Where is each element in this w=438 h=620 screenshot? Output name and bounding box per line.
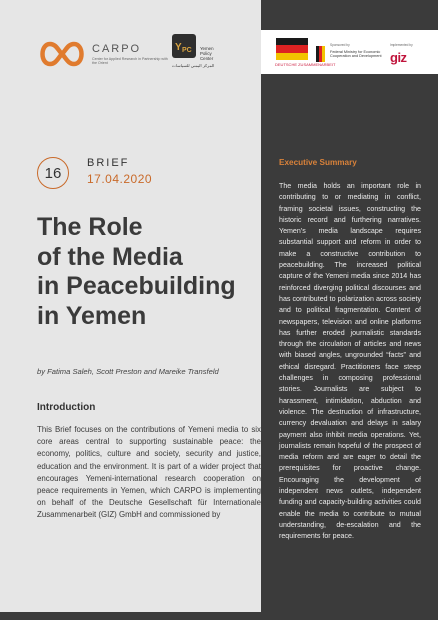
executive-summary-body: The media holds an important role in contributing to or mediating in conflict, framing societal issues, constructing the historic record and furthering narratives. Yemen’s media landscape requires substantial support and reform in order to make a constructive contribution to peacebuilding. The increased political capture of the Yemeni media since 2014 has reinforced diverging political discourses and has contributed to polarization across society and to political fragmentation. Content of newspapers, television and online platforms has further eroded journalistic standards through the circulation of articles and news with biased angles, ungrounded “facts” and ethical disregard. Practitioners face steep challenges in composing professional stories. Journalists are subject to harassment, intimidation, abduction and violence. The destruction of infrastructure, currency devaluation and delays in salary payment also inhibit media operations. Yet, journalists remain hopeful of the prospect of media reform and are eager to detail the prerequisites for proactive change. Encouraging the development of independent news outlets, independent funding and capacity-building activities could enable the media to contribute to mutual understanding, de-escalation and the requirements for peace. xyxy=(279,182,421,541)
executive-summary-heading: Executive Summary xyxy=(279,158,357,167)
ypc-name: Yemen Policy Center xyxy=(200,46,214,61)
authors-line: by Fatima Saleh, Scott Preston and Mareike Transfeld xyxy=(37,367,219,376)
german-flag-icon xyxy=(276,38,308,60)
federal-eagle-icon xyxy=(316,46,328,62)
title-line: of the Media xyxy=(37,242,183,271)
bmz-prefix: Sponsored by xyxy=(330,43,350,47)
ypc-arabic-name: المركز اليمني للسياسات xyxy=(172,63,215,68)
introduction-heading: Introduction xyxy=(37,402,96,413)
document-title xyxy=(37,213,259,331)
carpo-name: CARPO xyxy=(92,43,142,55)
brief-label: BRIEF xyxy=(87,157,130,169)
carpo-tagline: Center for Applied Research in Partnership with the Orient xyxy=(92,57,168,66)
svg-text:PC: PC xyxy=(182,47,192,54)
introduction-body: This Brief focuses on the contributions of Yemeni media to six core areas central to supporting sustainable peace: the economy, politics, culture and society, security and justice, education and the environment. It is part of a wider project that encourages Yemeni-international research cooperation on peace requirements in Yemen, which CARPO is implementing on behalf of the Deutsche Gesellschaft für Internationale Zusammenarbeit (GIZ) GmbH and commissioned by xyxy=(37,425,261,520)
carpo-logo-icon xyxy=(36,38,88,70)
giz-logo: giz xyxy=(390,50,407,65)
brief-date: 17.04.2020 xyxy=(87,172,153,186)
svg-text:Y: Y xyxy=(175,42,182,53)
title-line: in Yemen xyxy=(37,301,147,330)
impl-prefix: Implemented by xyxy=(390,43,413,47)
german-cooperation-label: DEUTSCHE ZUSAMMENARBEIT xyxy=(275,62,336,67)
title-line: in Peacebuilding xyxy=(37,272,236,300)
brief-number-badge: 16 xyxy=(37,157,69,189)
bmz-name: Federal Ministry for Economic Cooperation and Development xyxy=(330,50,382,59)
bottom-bar xyxy=(0,612,438,620)
title-line: The Role xyxy=(37,213,143,241)
